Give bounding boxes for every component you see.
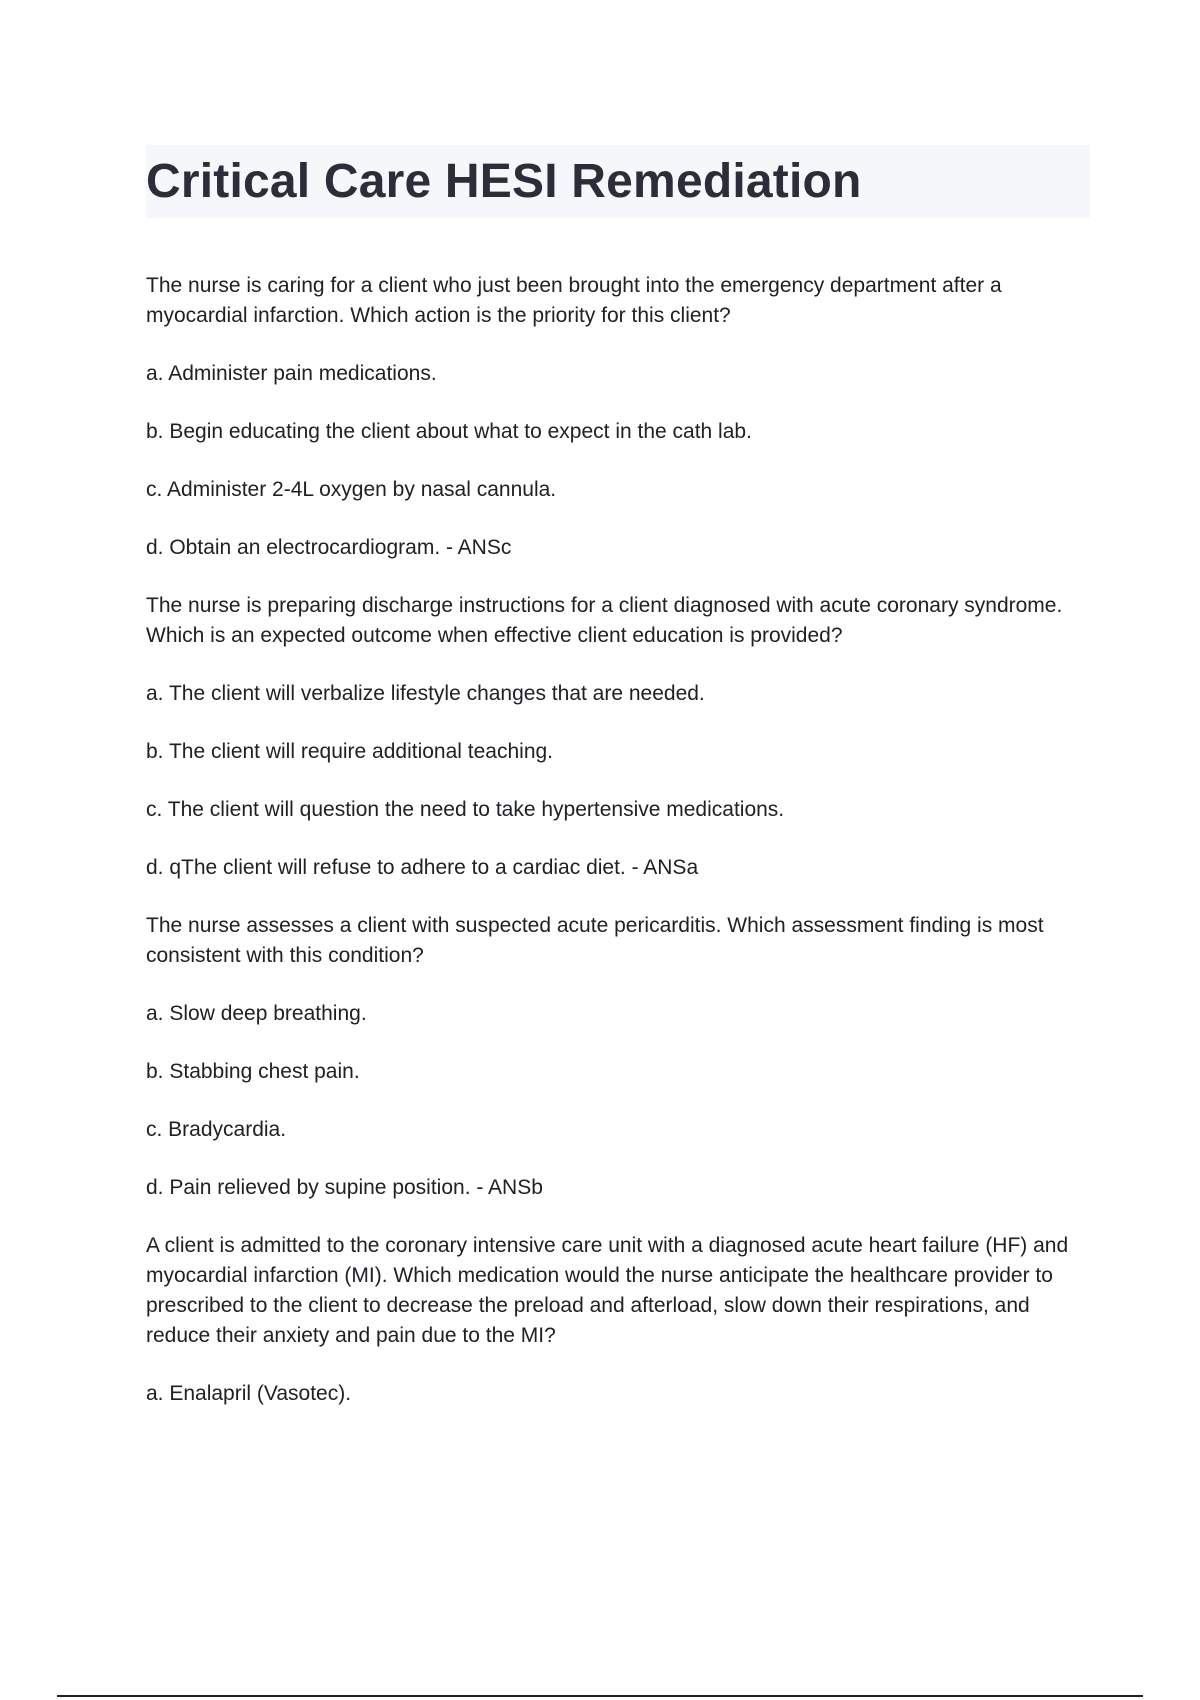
- question-3-option-d: d. Pain relieved by supine position. - ANSb: [146, 1176, 543, 1199]
- question-1-option-c: c. Administer 2-4L oxygen by nasal cannula.: [146, 478, 557, 501]
- question-4-option-a: a. Enalapril (Vasotec).: [146, 1382, 352, 1405]
- title-band: [146, 145, 1090, 218]
- question-2-option-c: c. The client will question the need to take hypertensive medications.: [146, 798, 785, 821]
- question-2-option-d: d. qThe client will refuse to adhere to a cardiac diet. - ANSa: [146, 856, 699, 879]
- question-1-option-a: a. Administer pain medications.: [146, 362, 437, 385]
- question-stem-1: The nurse is caring for a client who just been brought into the emergency department after a myocardial infarction. Which action is the priority for this client?: [146, 274, 1002, 327]
- footer-divider: [57, 1695, 1143, 1697]
- question-3-option-a: a. Slow deep breathing.: [146, 1002, 367, 1025]
- question-2-option-b: b. The client will require additional teaching.: [146, 740, 554, 763]
- question-stem-4: A client is admitted to the coronary intensive care unit with a diagnosed acute heart failure (HF) and myocardial infarction (MI). Which medication would the nurse anticipate the healthcare provider to prescribed to the client to decrease the preload and afterload, slow down their respirations, and reduce their anxiety and pain due to the MI?: [146, 1234, 1069, 1347]
- question-2-option-a: a. The client will verbalize lifestyle changes that are needed.: [146, 682, 705, 705]
- question-stem-2: The nurse is preparing discharge instructions for a client diagnosed with acute coronary syndrome. Which is an expected outcome when effective client education is provided?: [146, 594, 1063, 647]
- question-stem-3: The nurse assesses a client with suspected acute pericarditis. Which assessment finding is most consistent with this condition?: [146, 914, 1044, 967]
- document-title: Critical Care HESI Remediation: [146, 155, 862, 208]
- question-3-option-b: b. Stabbing chest pain.: [146, 1060, 360, 1083]
- question-3-option-c: c. Bradycardia.: [146, 1118, 287, 1141]
- question-1-option-b: b. Begin educating the client about what to expect in the cath lab.: [146, 420, 752, 443]
- question-1-option-d: d. Obtain an electrocardiogram. - ANSc: [146, 536, 512, 559]
- document-body: [146, 271, 1090, 1437]
